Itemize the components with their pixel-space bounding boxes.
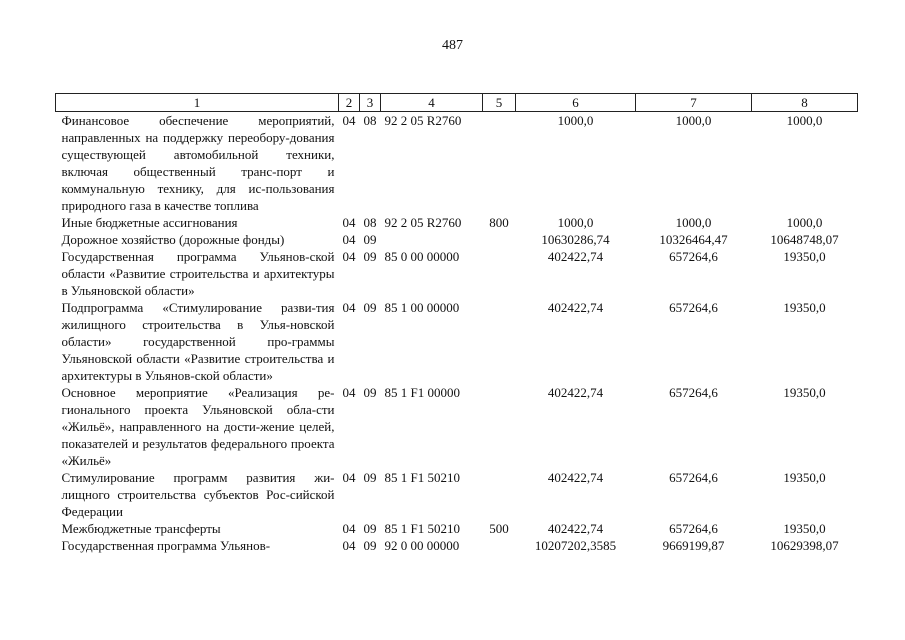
row-value-2: 657264,6: [669, 521, 718, 536]
column-header: 8: [752, 94, 858, 112]
table-row: [56, 537, 858, 554]
row-value-1: 402422,74: [547, 249, 604, 264]
column-header: 2: [339, 94, 360, 112]
column-header: 7: [636, 94, 752, 112]
row-value-3: 1000,0: [786, 113, 823, 128]
row-value-1: 402422,74: [547, 521, 604, 536]
row-value-1: 1000,0: [557, 113, 594, 128]
row-value-2: 657264,6: [669, 249, 718, 264]
row-subsection: 09: [363, 232, 377, 247]
row-target-article: 92 2 05 R2760: [384, 113, 462, 128]
row-value-3: 19350,0: [783, 249, 826, 264]
row-name: Государственная программа Ульянов-ской области «Развитие строительства и архитектуры в Ульяновской области»: [61, 249, 335, 298]
row-value-1: 1000,0: [557, 215, 594, 230]
row-value-1: 402422,74: [547, 300, 604, 315]
table-row: [56, 231, 858, 248]
row-section: 04: [342, 232, 356, 247]
row-value-2: 1000,0: [675, 113, 712, 128]
column-header: 3: [360, 94, 381, 112]
row-value-3: 10629398,07: [770, 538, 839, 553]
row-value-3: 19350,0: [783, 470, 826, 485]
row-section: 04: [342, 385, 356, 400]
row-target-article: 85 1 F1 50210: [384, 470, 460, 485]
row-value-1: 402422,74: [547, 470, 604, 485]
row-name: Дорожное хозяйство (дорожные фонды): [61, 232, 285, 247]
row-section: 04: [342, 113, 356, 128]
row-value-2: 657264,6: [669, 470, 718, 485]
row-section: 04: [342, 300, 356, 315]
row-subsection: 08: [363, 113, 377, 128]
column-header: 5: [483, 94, 516, 112]
row-subsection: 09: [363, 385, 377, 400]
row-value-2: 657264,6: [669, 300, 718, 315]
row-value-3: 1000,0: [786, 215, 823, 230]
table-row: [56, 248, 858, 299]
table-row: [56, 384, 858, 469]
row-name: Подпрограмма «Стимулирование разви-тия жилищного строительства в Улья-новской области» государственной про-граммы Ульяновской области «Развитие строительства и архитектуры в Ульянов-ской области»: [61, 300, 335, 383]
column-header: 4: [381, 94, 483, 112]
row-target-article: 85 1 F1 00000: [384, 385, 460, 400]
table-header-row: [56, 94, 858, 112]
row-section: 04: [342, 521, 356, 536]
budget-table: [55, 93, 858, 554]
table-row: [56, 299, 858, 384]
row-name: Государственная программа Ульянов-: [61, 538, 271, 553]
row-value-2: 1000,0: [675, 215, 712, 230]
row-expense-type: [483, 384, 516, 469]
row-section: 04: [342, 215, 356, 230]
row-name: Межбюджетные трансферты: [61, 521, 221, 536]
row-expense-type: [483, 231, 516, 248]
row-target-article: 85 0 00 00000: [384, 249, 460, 264]
row-subsection: 08: [363, 215, 377, 230]
row-value-2: 10326464,47: [659, 232, 728, 247]
row-section: 04: [342, 538, 356, 553]
row-value-1: 402422,74: [547, 385, 604, 400]
table-row: [56, 469, 858, 520]
row-value-1: 10630286,74: [541, 232, 610, 247]
row-expense-type: [483, 112, 516, 215]
row-value-2: 657264,6: [669, 385, 718, 400]
table-row: [56, 112, 858, 215]
row-target-article: [381, 231, 483, 248]
row-name: Иные бюджетные ассигнования: [61, 215, 238, 230]
row-target-article: 92 0 00 00000: [384, 538, 460, 553]
row-section: 04: [342, 470, 356, 485]
row-name: Стимулирование программ развития жи-лищного строительства субъектов Рос-сийской Федерации: [61, 470, 335, 519]
row-target-article: 85 1 F1 50210: [384, 521, 460, 536]
row-name: Основное мероприятие «Реализация ре-гионального проекта Ульяновской обла-сти «Жильё», направленного на дости-жение целей, показателей и результатов федерального проекта «Жильё»: [61, 385, 335, 468]
row-target-article: 92 2 05 R2760: [384, 215, 462, 230]
row-target-article: 85 1 00 00000: [384, 300, 460, 315]
row-section: 04: [342, 249, 356, 264]
row-value-3: 19350,0: [783, 300, 826, 315]
row-expense-type: [483, 537, 516, 554]
row-expense-type: [483, 299, 516, 384]
column-header: 6: [516, 94, 636, 112]
row-value-2: 9669199,87: [662, 538, 725, 553]
row-name: Финансовое обеспечение мероприятий, направленных на поддержку переобору-дования существующей автомобильной техники, включая общественный транс-порт и коммунальную технику, для ис-пользования природного газа в качестве топлива: [61, 113, 335, 213]
row-value-3: 10648748,07: [770, 232, 839, 247]
row-expense-type: [483, 248, 516, 299]
row-subsection: 09: [363, 470, 377, 485]
row-value-3: 19350,0: [783, 521, 826, 536]
row-expense-type: 800: [489, 215, 509, 230]
table-row: [56, 214, 858, 231]
row-value-1: 10207202,3585: [534, 538, 617, 553]
column-header: 1: [56, 94, 339, 112]
row-expense-type: [483, 469, 516, 520]
row-subsection: 09: [363, 521, 377, 536]
row-subsection: 09: [363, 538, 377, 553]
row-value-3: 19350,0: [783, 385, 826, 400]
table-row: [56, 520, 858, 537]
row-subsection: 09: [363, 249, 377, 264]
page-number: 487: [442, 38, 463, 53]
row-subsection: 09: [363, 300, 377, 315]
row-expense-type: 500: [489, 521, 509, 536]
